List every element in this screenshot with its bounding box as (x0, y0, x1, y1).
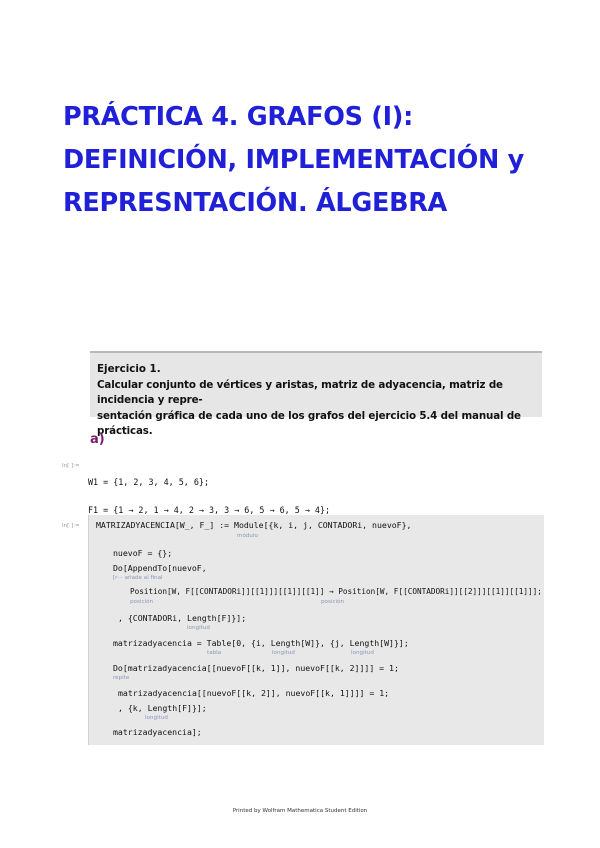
code-line: nuevoF = {}; (113, 548, 173, 558)
code-line: , {CONTADORi, Length[F]}]; (118, 613, 247, 623)
section-label: a) (90, 432, 105, 447)
code-line: MATRIZADYACENCIA[W_, F_] := Module[{k, i, j, CONTADORi, nuevoF}, (96, 520, 412, 530)
print-footer: Printed by Wolfram Mathematica Student Edition (232, 808, 368, 814)
autocomplete-hint: posición (130, 599, 154, 605)
exercise-title: Ejercicio 1. (97, 363, 161, 375)
code-line: matrizadyacencia = Table[0, {i, Length[W]}, {j, Length[W]}]; (113, 638, 409, 648)
input-cell-2[interactable] (88, 515, 544, 745)
code-line: W1 = {1, 2, 3, 4, 5, 6}; (88, 477, 210, 487)
autocomplete-hint: repite (113, 675, 130, 681)
autocomplete-hint: longitud (351, 650, 374, 656)
exercise-box (90, 351, 542, 437)
code-line: , {k, Length[F]}]; (118, 703, 207, 713)
autocomplete-hint: posición (321, 599, 345, 605)
autocomplete-hint: longitud (187, 625, 210, 631)
page-title (63, 96, 583, 225)
autocomplete-hint: longitud (145, 715, 168, 721)
autocomplete-hint: longitud (272, 650, 295, 656)
code-line: Do[AppendTo[nuevoF, (113, 563, 207, 573)
exercise-text-line-2: sentación gráfica de cada uno de los grafos del ejercicio 5.4 del manual de prácticas. (97, 409, 521, 437)
code-line: Position[W, F[[CONTADORi]][[1]]][[1]][[1]] → Position[W, F[[CONTADORi]][[2]]][[1]][[1]]]; (130, 587, 542, 596)
autocomplete-hint: módulo (237, 533, 258, 539)
title-line-3: REPRESNTACIÓN. ÁLGEBRA (63, 188, 447, 218)
cell-1-label: In[ ]:= (62, 463, 80, 469)
cell-2-label: In[ ]:= (62, 523, 80, 529)
autocomplete-hint: [r··· añade al final (113, 575, 163, 581)
title-line-2: DEFINICIÓN, IMPLEMENTACIÓN y (63, 145, 524, 175)
code-line: Do[matrizadyacencia[[nuevoF[[k, 1]], nuevoF[[k, 2]]]] = 1; (113, 663, 399, 673)
code-line: F1 = {1 → 2, 1 → 4, 2 → 3, 3 → 6, 5 → 6, 5 → 4}; (88, 505, 331, 515)
title-line-1: PRÁCTICA 4. GRAFOS (I): (63, 102, 414, 132)
code-line: matrizadyacencia]; (113, 727, 202, 737)
code-line: matrizadyacencia[[nuevoF[[k, 2]], nuevoF[[k, 1]]]] = 1; (118, 688, 390, 698)
exercise-text-line-1: Calcular conjunto de vértices y aristas, matriz de adyacencia, matriz de incidencia y repre- (97, 378, 503, 406)
autocomplete-hint: tabla (207, 650, 222, 656)
